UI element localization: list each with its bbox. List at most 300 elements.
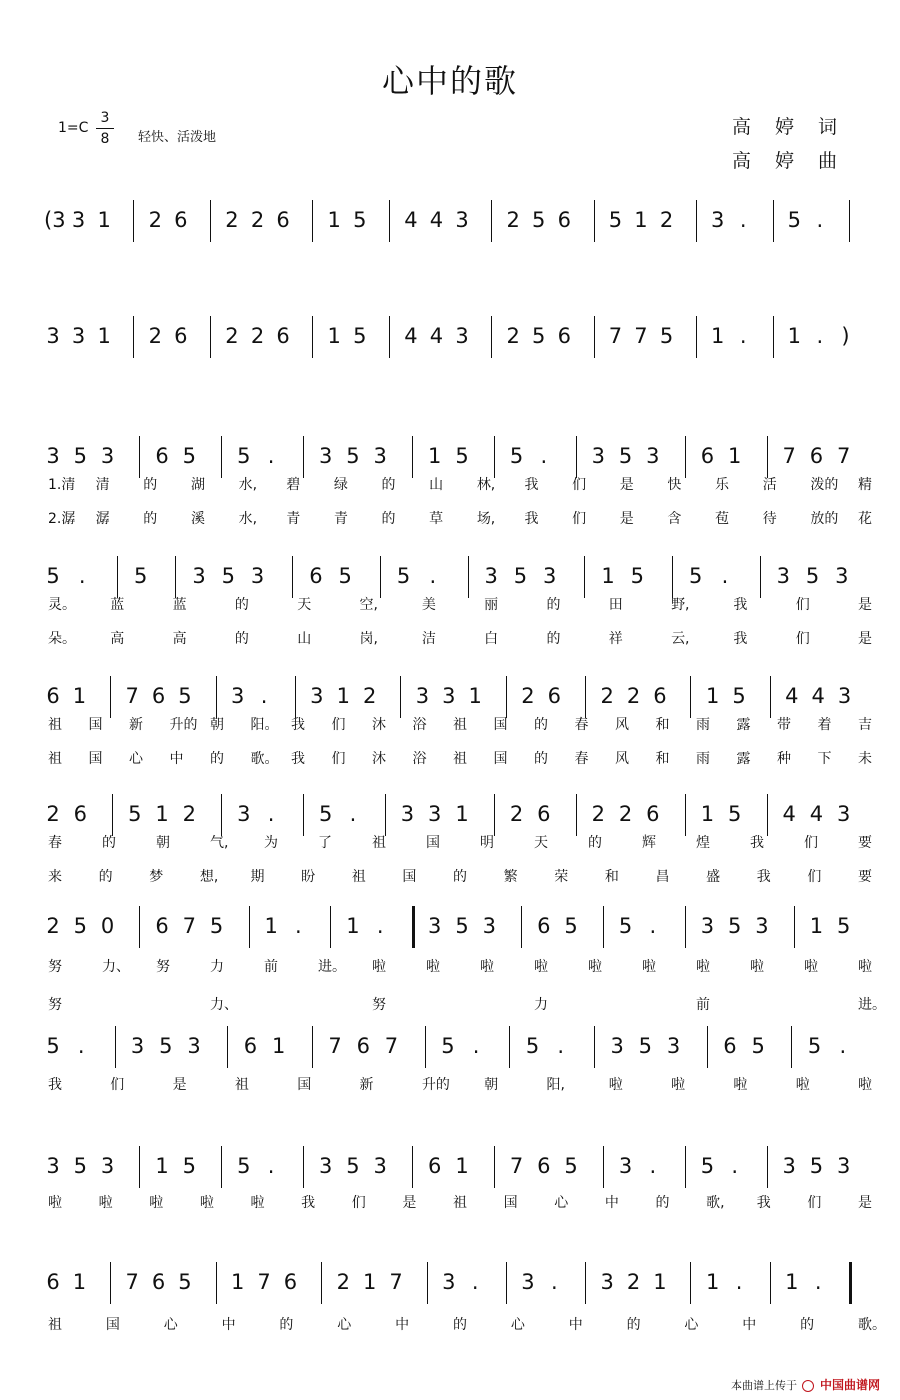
- lyric-syllable: 国: [297, 1077, 312, 1093]
- lyric-syllable: 吉: [858, 717, 872, 733]
- note: 2: [591, 802, 606, 826]
- note: 6: [557, 208, 571, 232]
- note: 3: [455, 208, 469, 232]
- note: 3: [484, 564, 498, 588]
- lyric-syllable: 力: [210, 959, 224, 975]
- note: 5: [509, 444, 524, 468]
- barline: [216, 1262, 217, 1304]
- note: 2: [626, 1270, 641, 1294]
- note: 1: [346, 914, 360, 938]
- note: 5: [618, 914, 633, 938]
- note: 1: [455, 802, 469, 826]
- note: 3: [837, 1154, 851, 1178]
- time-signature: [96, 108, 114, 149]
- lyric-syllable: 中: [169, 751, 184, 767]
- barline: [330, 906, 331, 948]
- note: 7: [608, 324, 623, 348]
- lyric-syllable: 美: [421, 597, 436, 613]
- lyric-syllable: 啦: [804, 959, 818, 975]
- lyric-syllable: 啦: [750, 959, 764, 975]
- lyric-syllable: 岗,: [359, 631, 378, 647]
- meter-top: 3: [100, 110, 110, 126]
- augmentation-dot: .: [735, 1270, 743, 1294]
- note: 5: [532, 324, 546, 348]
- lyric-syllable: 升的: [421, 1077, 450, 1093]
- augmentation-dot: .: [731, 1154, 738, 1178]
- note: 7: [125, 1270, 139, 1294]
- barline: [685, 794, 686, 836]
- lyric-syllable: 未: [858, 751, 872, 767]
- lyric-syllable: 我: [48, 1077, 62, 1093]
- lyric-syllable: 乐: [715, 477, 730, 493]
- barline: [696, 200, 697, 242]
- lyric-syllable: 前: [264, 959, 278, 975]
- barline: [221, 1146, 222, 1188]
- note: 2: [46, 914, 60, 938]
- footer-site: 中国曲谱网: [819, 1378, 880, 1392]
- lyric-syllable: 浴: [412, 751, 427, 767]
- note: 3: [428, 802, 442, 826]
- barline: [672, 556, 673, 598]
- lyric-line-1: [0, 474, 900, 494]
- lyric-syllable: 是: [619, 477, 634, 493]
- lyric-syllable: 带: [777, 717, 791, 733]
- note: 3: [837, 802, 851, 826]
- note: 5: [346, 1154, 360, 1178]
- lyric-syllable: 祖: [453, 717, 467, 733]
- note: 2: [250, 208, 265, 232]
- lyric-syllable: 歌,: [706, 1195, 725, 1211]
- note: 1: [271, 1034, 286, 1058]
- lyric-syllable: 花: [858, 511, 872, 527]
- lyric-syllable: 啦: [696, 959, 710, 975]
- note: 3: [482, 914, 496, 938]
- staff-row: [0, 556, 900, 626]
- barline: [139, 436, 140, 478]
- lyric-syllable: 的: [546, 631, 561, 647]
- note: 5: [630, 564, 644, 588]
- note: 6: [309, 564, 323, 588]
- staff-row: [0, 794, 900, 864]
- lyric-syllable: 梦: [149, 869, 164, 885]
- note: 3: [100, 444, 115, 468]
- lyric-syllable: 春: [574, 717, 589, 733]
- lyric-syllable: 国: [88, 751, 103, 767]
- lyric-syllable: 国: [493, 751, 508, 767]
- note: 1: [785, 1270, 799, 1294]
- augmentation-dot: .: [267, 1154, 275, 1178]
- lyric-syllable: 祥: [608, 631, 623, 647]
- note: 3: [646, 444, 660, 468]
- barline: [770, 676, 771, 718]
- note: 3: [442, 1270, 456, 1294]
- lyric-syllable: 明: [480, 835, 494, 851]
- barline: [110, 1262, 111, 1304]
- lyric-line-1: [0, 594, 900, 614]
- lyric-syllable: 繁: [503, 869, 518, 885]
- barline: [227, 1026, 228, 1068]
- lyric-syllable: 苞: [715, 511, 730, 527]
- barline: [791, 1026, 792, 1068]
- note: 3: [318, 1154, 333, 1178]
- lyric-syllable: 啦: [671, 1077, 686, 1093]
- barline: [594, 1026, 595, 1068]
- note: 5: [659, 324, 674, 348]
- lyric-syllable: 中: [604, 1195, 619, 1211]
- note: 1: [336, 684, 350, 708]
- augmentation-dot: .: [649, 914, 657, 938]
- note: 5: [133, 564, 148, 588]
- lyric-syllable: 国: [503, 1195, 518, 1211]
- note: 2: [509, 802, 524, 826]
- note: 6: [557, 324, 571, 348]
- note: 7: [384, 1034, 399, 1058]
- note: 5: [338, 564, 352, 588]
- note: 1: [727, 444, 742, 468]
- note: 3: [618, 1154, 633, 1178]
- note: 1: [455, 1154, 469, 1178]
- augmentation-dot: .: [267, 444, 275, 468]
- note: 5: [396, 564, 411, 588]
- note: 5: [525, 1034, 540, 1058]
- lyric-syllable: 沐: [372, 751, 386, 767]
- barline: [389, 316, 390, 358]
- lyric-syllable: 溪: [190, 511, 205, 527]
- lyric-syllable: 着: [817, 717, 832, 733]
- lyric-syllable: 们: [807, 1195, 822, 1211]
- barline: [210, 316, 211, 358]
- note: 1: [97, 324, 111, 348]
- lyric-syllable: 的: [588, 835, 602, 851]
- barline: [312, 1026, 313, 1068]
- note: 3: [428, 914, 442, 938]
- lyric-syllable: 进。: [858, 997, 886, 1013]
- lyric-syllable: 水,: [238, 511, 258, 527]
- lyric-syllable: 放的: [810, 511, 839, 527]
- barline: [770, 1262, 771, 1304]
- lyric-syllable: 丽: [484, 597, 499, 613]
- lyric-syllable: 湖: [190, 477, 205, 493]
- lyric-syllable: 的: [381, 511, 396, 527]
- lyric-syllable: 气,: [210, 835, 229, 851]
- note: 3: [250, 564, 265, 588]
- lyric-syllable: 们: [572, 477, 587, 493]
- barline: [594, 316, 595, 358]
- note: 2: [225, 324, 239, 348]
- lyric-syllable: 祖: [48, 1317, 62, 1333]
- note: 6: [428, 1154, 442, 1178]
- lyric-syllable: 是: [172, 1077, 187, 1093]
- lyric-syllable: 啦: [858, 959, 872, 975]
- note: 6: [723, 1034, 737, 1058]
- augmentation-dot: .: [77, 1034, 85, 1058]
- lyric-syllable: 国: [105, 1317, 120, 1333]
- barline: [117, 556, 118, 598]
- barline: [133, 316, 134, 358]
- note: 1: [601, 564, 615, 588]
- lyric-syllable: 啦: [534, 959, 548, 975]
- lyric-syllable: 祖: [453, 1195, 467, 1211]
- barline: [707, 1026, 708, 1068]
- barline: [249, 906, 250, 948]
- lyric-line-1: [0, 1074, 900, 1094]
- barline: [412, 1146, 413, 1188]
- note: 3: [237, 802, 251, 826]
- lyric-syllable: 野,: [671, 597, 690, 613]
- lyric-syllable: 我: [733, 631, 748, 647]
- lyric-syllable: 风: [615, 717, 629, 733]
- lyric-syllable: 心: [510, 1317, 525, 1333]
- note: 6: [547, 684, 562, 708]
- lyric-line-1: [0, 714, 900, 734]
- barline: [773, 200, 774, 242]
- note: 7: [328, 1034, 342, 1058]
- lyric-syllable: 煌: [696, 835, 710, 851]
- note: 3: [666, 1034, 681, 1058]
- note: 2: [362, 684, 377, 708]
- barline: [491, 316, 492, 358]
- lyric-syllable: 盛: [706, 869, 721, 885]
- note: 6: [276, 324, 290, 348]
- lyric-syllable: 沐: [372, 717, 386, 733]
- augmentation-dot: .: [814, 1270, 822, 1294]
- note: 1: [700, 802, 715, 826]
- barline: [494, 794, 495, 836]
- note: 2: [148, 208, 162, 232]
- note: 5: [46, 564, 60, 588]
- note: (3: [44, 208, 66, 232]
- note: 5: [638, 1034, 653, 1058]
- lyric-syllable: 1.清: [48, 477, 76, 493]
- note: 2: [521, 684, 535, 708]
- lyric-syllable: 啦: [642, 959, 656, 975]
- augmentation-dot: .: [839, 1034, 847, 1058]
- lyric-syllable: 歌。: [250, 751, 279, 767]
- note: 6: [174, 208, 188, 232]
- lyric-syllable: 努: [156, 959, 170, 975]
- lyric-syllable: 青: [286, 511, 301, 527]
- barline: [216, 676, 217, 718]
- lyric-syllable: 新: [129, 717, 143, 733]
- barline: [594, 200, 595, 242]
- barline: [767, 1146, 768, 1188]
- lyric-syllable: 雨: [696, 717, 710, 733]
- lyric-syllable: 我: [291, 717, 305, 733]
- note: 2: [659, 208, 674, 232]
- lyric-syllable: 啦: [48, 1195, 62, 1211]
- lyric-syllable: 的: [453, 869, 467, 885]
- note: 3: [415, 684, 430, 708]
- note: 1: [705, 1270, 720, 1294]
- note: 1: [710, 324, 725, 348]
- note: 6: [653, 684, 667, 708]
- lyric-syllable: 朵。: [48, 631, 76, 647]
- note: 3: [600, 1270, 614, 1294]
- barline: [773, 316, 774, 358]
- lyric-syllable: 雨: [696, 751, 710, 767]
- note: 2: [182, 802, 197, 826]
- lyric-syllable: 朝: [156, 835, 170, 851]
- augmentation-dot: .: [551, 1270, 558, 1294]
- lyric-syllable: 露: [736, 717, 751, 733]
- lyric-syllable: 洁: [421, 631, 436, 647]
- lyric-syllable: 云,: [671, 631, 690, 647]
- note: 1: [72, 684, 87, 708]
- note: 3: [46, 324, 60, 348]
- lyric-syllable: 是: [858, 597, 872, 613]
- lyric-syllable: 心: [337, 1317, 352, 1333]
- barline: [585, 1262, 586, 1304]
- barline: [303, 794, 304, 836]
- lyric-syllable: 啦: [250, 1195, 265, 1211]
- lyric-line-2: [0, 748, 900, 768]
- note: 1: [97, 208, 111, 232]
- barline: [760, 556, 761, 598]
- lyric-syllable: 田: [608, 597, 623, 613]
- note: 6: [283, 1270, 298, 1294]
- lyric-syllable: 力、: [210, 997, 238, 1013]
- note: 7: [782, 444, 796, 468]
- barline: [685, 1146, 686, 1188]
- note: 1: [231, 1270, 245, 1294]
- lyric-syllable: 啦: [608, 1077, 623, 1093]
- note: 2: [148, 324, 162, 348]
- note: 5: [318, 802, 333, 826]
- lyric-syllable: 啦: [426, 959, 440, 975]
- note: 3: [521, 1270, 535, 1294]
- note: 5: [237, 1154, 251, 1178]
- note: 5: [346, 444, 360, 468]
- lyric-line-2: [0, 508, 900, 528]
- augmentation-dot: .: [816, 208, 824, 232]
- augmentation-dot: .: [78, 564, 86, 588]
- barline: [509, 1026, 510, 1068]
- song-title: 心中的歌: [381, 62, 518, 100]
- lyricist-credit: 高婷词: [732, 116, 862, 138]
- staff-row: [0, 200, 900, 270]
- note: 3: [46, 444, 60, 468]
- lyric-syllable: 国: [88, 717, 103, 733]
- lyric-syllable: 要: [858, 835, 872, 851]
- note: 4: [404, 208, 418, 232]
- note: 5: [46, 1034, 60, 1058]
- composer-credit: 高婷曲: [732, 150, 862, 172]
- note: 3: [187, 1034, 201, 1058]
- lyric-line-2: [0, 994, 900, 1014]
- note: 4: [429, 324, 444, 348]
- key-signature: 1=C: [58, 120, 89, 136]
- note: 1: [468, 684, 482, 708]
- note: 6: [151, 684, 166, 708]
- note: 3: [710, 208, 725, 232]
- note: 7: [837, 444, 851, 468]
- note: 6: [700, 444, 715, 468]
- note: 0: [100, 914, 115, 938]
- lyric-syllable: 的: [143, 477, 158, 493]
- lyric-syllable: 是: [858, 1195, 872, 1211]
- lyric-syllable: 是: [619, 511, 634, 527]
- note: 1: [653, 1270, 667, 1294]
- lyric-syllable: 国: [426, 835, 440, 851]
- barline: [303, 436, 304, 478]
- lyric-syllable: 的: [98, 869, 113, 885]
- lyric-syllable: 和: [604, 869, 619, 885]
- note: 4: [782, 802, 796, 826]
- note: 5: [564, 914, 578, 938]
- note: 2: [225, 208, 239, 232]
- note: 3: [100, 1154, 115, 1178]
- barline: [584, 556, 585, 598]
- barline: [603, 1146, 604, 1188]
- augmentation-dot: .: [295, 914, 302, 938]
- note: 5: [532, 208, 546, 232]
- lyric-syllable: 中: [742, 1317, 757, 1333]
- note: 5: [564, 1154, 578, 1178]
- note: 5: [700, 1154, 715, 1178]
- augmentation-dot: .: [739, 324, 747, 348]
- note: 5: [807, 1034, 822, 1058]
- staff-row: [0, 676, 900, 746]
- lyric-syllable: 草: [429, 511, 444, 527]
- lyric-syllable: 们: [331, 751, 346, 767]
- note: 1: [72, 1270, 87, 1294]
- note: 3: [130, 1034, 145, 1058]
- barline: [767, 436, 768, 478]
- augmentation-dot: .: [557, 1034, 565, 1058]
- lyric-syllable: 要: [858, 869, 872, 885]
- note: 5: [727, 802, 742, 826]
- lyric-syllable: 潺: [95, 511, 110, 527]
- note: 1: [155, 1154, 169, 1178]
- note: 1: [155, 802, 169, 826]
- augmentation-dot: .: [260, 684, 268, 708]
- barline: [295, 676, 296, 718]
- note: 2: [626, 684, 641, 708]
- lyric-syllable: 啦: [149, 1195, 164, 1211]
- augmentation-dot: .: [816, 324, 824, 348]
- note: 6: [73, 802, 87, 826]
- lyric-syllable: 朝: [210, 717, 224, 733]
- note: 6: [537, 802, 551, 826]
- barline: [400, 676, 401, 718]
- note: 1: [634, 208, 648, 232]
- lyric-syllable: 祖: [234, 1077, 249, 1093]
- note: 5: [237, 444, 251, 468]
- note: 3: [782, 1154, 796, 1178]
- lyric-syllable: 含: [667, 511, 682, 527]
- barline: [175, 556, 176, 598]
- lyric-syllable: 我: [524, 477, 539, 493]
- lyric-syllable: 啦: [588, 959, 602, 975]
- note: 6: [155, 444, 169, 468]
- lyric-syllable: 待: [762, 511, 777, 527]
- augmentation-dot: .: [349, 802, 357, 826]
- note: 1: [327, 324, 341, 348]
- note: 3: [71, 324, 86, 348]
- lyric-syllable: 进。: [318, 959, 346, 975]
- lyric-syllable: 露: [736, 751, 751, 767]
- note: 1: [264, 914, 278, 938]
- barline: [849, 200, 850, 242]
- lyric-syllable: 的: [453, 1317, 467, 1333]
- augmentation-dot: .: [376, 914, 384, 938]
- lyric-syllable: 期: [250, 869, 265, 885]
- note: 5: [837, 914, 851, 938]
- note: 3: [231, 684, 245, 708]
- note: 4: [811, 684, 825, 708]
- note: 2: [618, 802, 633, 826]
- barline: [221, 794, 222, 836]
